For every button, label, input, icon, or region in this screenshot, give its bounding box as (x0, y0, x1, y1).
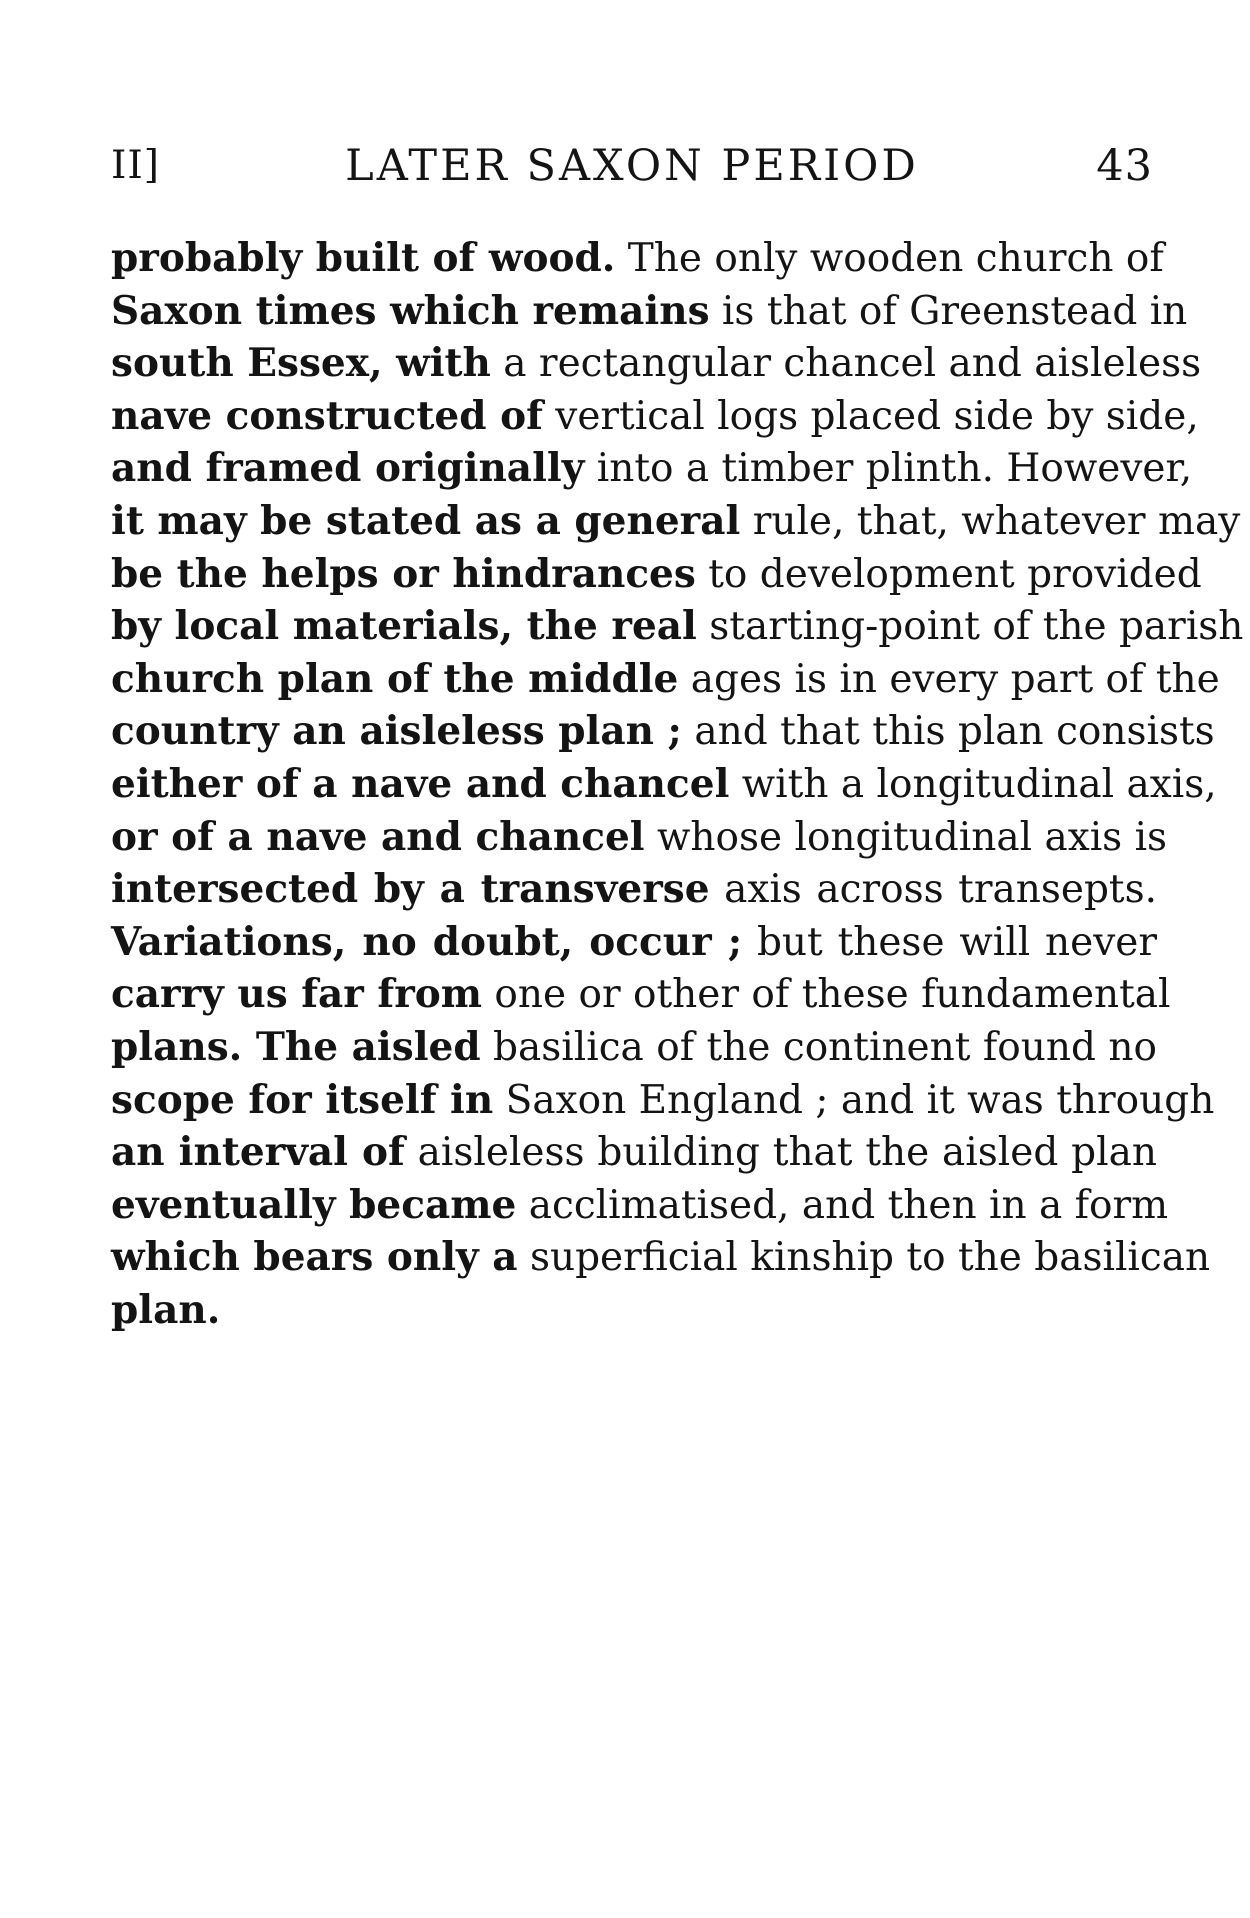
text-line: probably built of wood. The only wooden church of (111, 235, 1164, 281)
text-line: by local materials, the real starting-point of the parish (111, 603, 1244, 650)
text-line: which bears only a superficial kinship to the basilican (111, 1234, 1211, 1281)
text-line: Saxon times which remains is that of Greenstead in (111, 287, 1188, 334)
page-title: LATER SAXON PERIOD (345, 141, 919, 191)
chapter-marker: II] (111, 143, 161, 188)
text-line: carry us far from one or other of these fundamental (111, 971, 1171, 1018)
text-line: and framed originally into a timber plinth. However, (111, 445, 1193, 492)
text-line: scope for itself in Saxon England ; and it was through (111, 1076, 1215, 1123)
text-line: Variations, no doubt, occur ; but these will never (111, 918, 1157, 965)
page-number: 43 (1096, 141, 1153, 191)
text-line: eventually became acclimatised, and then in a form (111, 1181, 1169, 1228)
text-line: church plan of the middle ages is in every part of the (111, 655, 1220, 702)
text-line: plan. (111, 1286, 221, 1333)
text-line: intersected by a transverse axis across transepts. (111, 866, 1157, 913)
text-line: an interval of aisleless building that the aisled plan (111, 1129, 1157, 1176)
text-line: it may be stated as a general rule, that, whatever may (111, 497, 1241, 544)
running-head (111, 136, 1153, 196)
text-line: plans. The aisled basilica of the continent found no (111, 1023, 1158, 1070)
body-paragraph (111, 232, 1244, 1336)
text-line: nave constructed of vertical logs placed side by side, (111, 392, 1199, 439)
text-line: or of a nave and chancel whose longitudinal axis is (111, 813, 1168, 860)
text-line: south Essex, with a rectangular chancel and aisleless (111, 340, 1202, 387)
text-line: either of a nave and chancel with a longitudinal axis, (111, 760, 1217, 807)
text-line: country an aisleless plan ; and that this plan consists (111, 708, 1215, 755)
text-line: be the helps or hindrances to development provided (111, 550, 1202, 597)
